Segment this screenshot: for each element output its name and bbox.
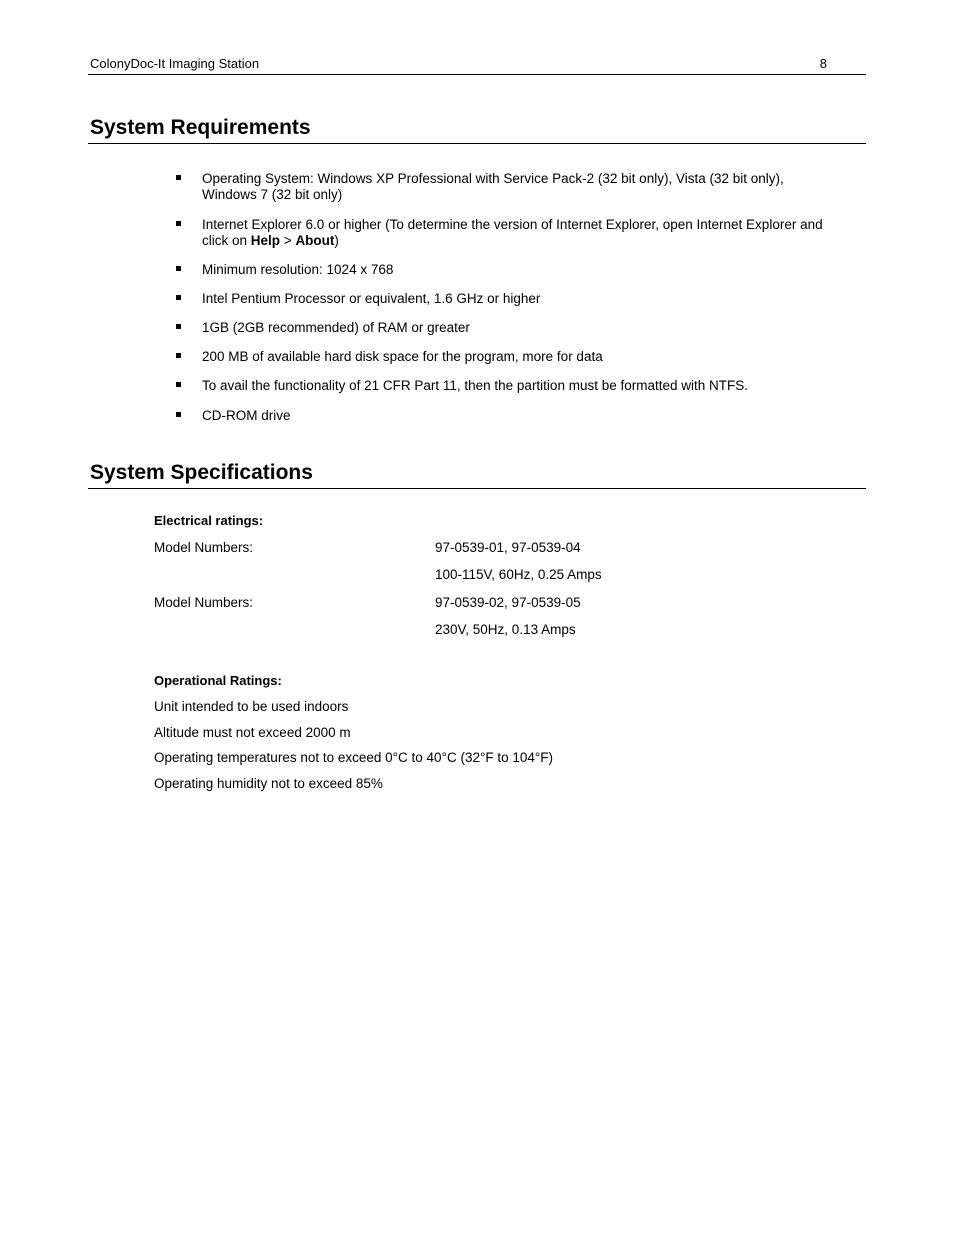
model-numbers-value: 97-0539-01, 97-0539-04 [435,540,581,555]
model-numbers-label: Model Numbers: [154,540,254,555]
item-text: Intel Pentium Processor or equivalent, 1.6 GHz or higher [202,291,541,306]
model-numbers-value: 97-0539-02, 97-0539-05 [435,595,581,610]
electrical-ratings-heading: Electrical ratings: [154,513,264,528]
bullet-icon [176,353,181,358]
page-number: 8 [819,56,827,71]
document-title: ColonyDoc-It Imaging Station [90,56,260,71]
item-text: 200 MB of available hard disk space for the program, more for data [202,349,603,364]
bullet-icon [176,412,181,417]
item-text-continued: Windows 7 (32 bit only) [202,187,343,202]
item-text: Minimum resolution: 1024 x 768 [202,262,394,277]
menu-separator: > [280,233,296,248]
operational-line: Operating temperatures not to exceed 0°C to 40°C (32°F to 104°F) [154,750,554,765]
item-text: CD-ROM drive [202,408,291,423]
bullet-icon [176,295,181,300]
operational-line: Altitude must not exceed 2000 m [154,725,351,740]
section-title-specifications: System Specifications [88,461,866,489]
bullet-icon [176,175,181,180]
operational-line: Unit intended to be used indoors [154,699,349,714]
power-rating-value: 230V, 50Hz, 0.13 Amps [435,622,576,637]
bullet-icon [176,266,181,271]
item-text: Operating System: Windows XP Professional with Service Pack-2 (32 bit only), Vista (32 bit only), [202,171,784,186]
bullet-icon [176,221,181,226]
operational-ratings-heading: Operational Ratings: [154,673,282,688]
operational-line: Operating humidity not to exceed 85% [154,776,383,791]
bullet-icon [176,382,181,387]
item-text: To avail the functionality of 21 CFR Part 11, then the partition must be formatted with NTFS. [202,378,749,393]
item-text-continued: click on [202,233,251,248]
page-header [88,56,866,75]
item-text: 1GB (2GB recommended) of RAM or greater [202,320,470,335]
help-menu-label: Help [250,233,281,248]
model-numbers-label: Model Numbers: [154,595,254,610]
item-text: Internet Explorer 6.0 or higher (To determine the version of Internet Explorer, open Internet Explorer and [202,217,823,232]
section-title-requirements: System Requirements [88,116,866,144]
about-menu-label: About [295,233,335,248]
power-rating-value: 100-115V, 60Hz, 0.25 Amps [435,567,602,582]
item-text-end: ) [334,233,339,248]
bullet-icon [176,324,181,329]
